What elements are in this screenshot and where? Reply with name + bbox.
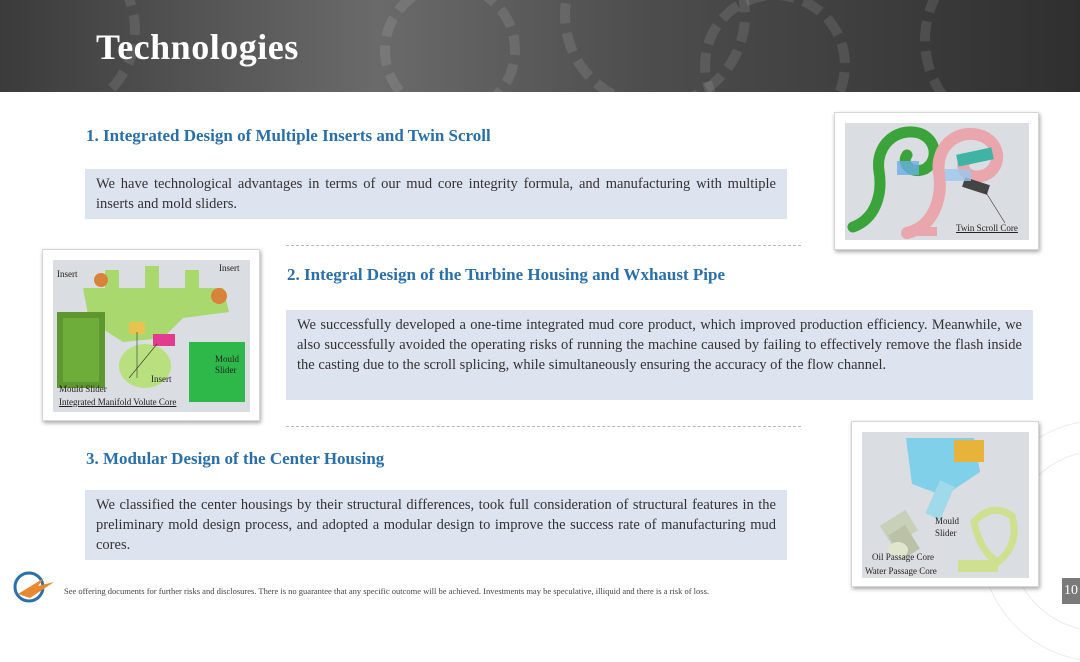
page-title: Technologies [96,27,299,67]
logo-icon [12,570,58,604]
manifold-volute-image [42,249,260,421]
manifold-label-insert: Insert [57,269,78,279]
center-housing-label-oil-core: Oil Passage Core [872,552,934,562]
center-housing-image [851,421,1039,587]
header-banner [0,0,1080,92]
gear-decoration [700,0,850,92]
twin-scroll-caption: Twin Scroll Core [956,223,1018,233]
manifold-label-insert: Insert [151,374,172,384]
manifold-label-mould-slider: Mould Slider [59,384,107,394]
section-divider [286,245,801,246]
section-2-title: 2. Integral Design of the Turbine Housing and Wxhaust Pipe [287,265,725,284]
section-divider [286,426,801,427]
section-2-text: We successfully developed a one-time integrated mud core product, which improved production efficiency. Meanwhile, we also successfully avoided the operating risks of running the machine caused by failing to effectively remove the flash inside the casting due to the scroll splicing, while simultaneously ensuring the accuracy of the flow channel. [286,310,1033,400]
section-1-text: We have technological advantages in terms of our mud core integrity formula, and manufacturing with multiple inserts and mold sliders. [85,169,787,219]
manifold-caption: Integrated Manifold Volute Core [59,397,177,407]
twin-scroll-image [834,112,1039,250]
manifold-label-insert: Insert [219,263,240,273]
manifold-label-mould-slider: Mould Slider [215,354,240,375]
gear-decoration [920,0,1080,92]
center-housing-label-water-core: Water Passage Core [865,566,937,576]
center-housing-label-mould-slider: Mould Slider [935,516,960,538]
section-1-title: 1. Integrated Design of Multiple Inserts and Twin Scroll [86,126,491,145]
company-logo [12,570,58,604]
section-3-title: 3. Modular Design of the Center Housing [86,449,385,468]
gear-decoration [380,0,520,92]
footer-disclaimer: See offering documents for further risks and disclosures. There is no guarantee that any specific outcome will be achieved. Investments may be speculative, illiquid and there is a risk of loss. [64,586,710,596]
section-3-text: We classified the center housings by their structural differences, took full consideration of structural features in the preliminary mold design process, and adopted a modular design to improve the success rate of manufacturing mud cores. [85,490,787,560]
page-number: 10 [1062,578,1080,604]
